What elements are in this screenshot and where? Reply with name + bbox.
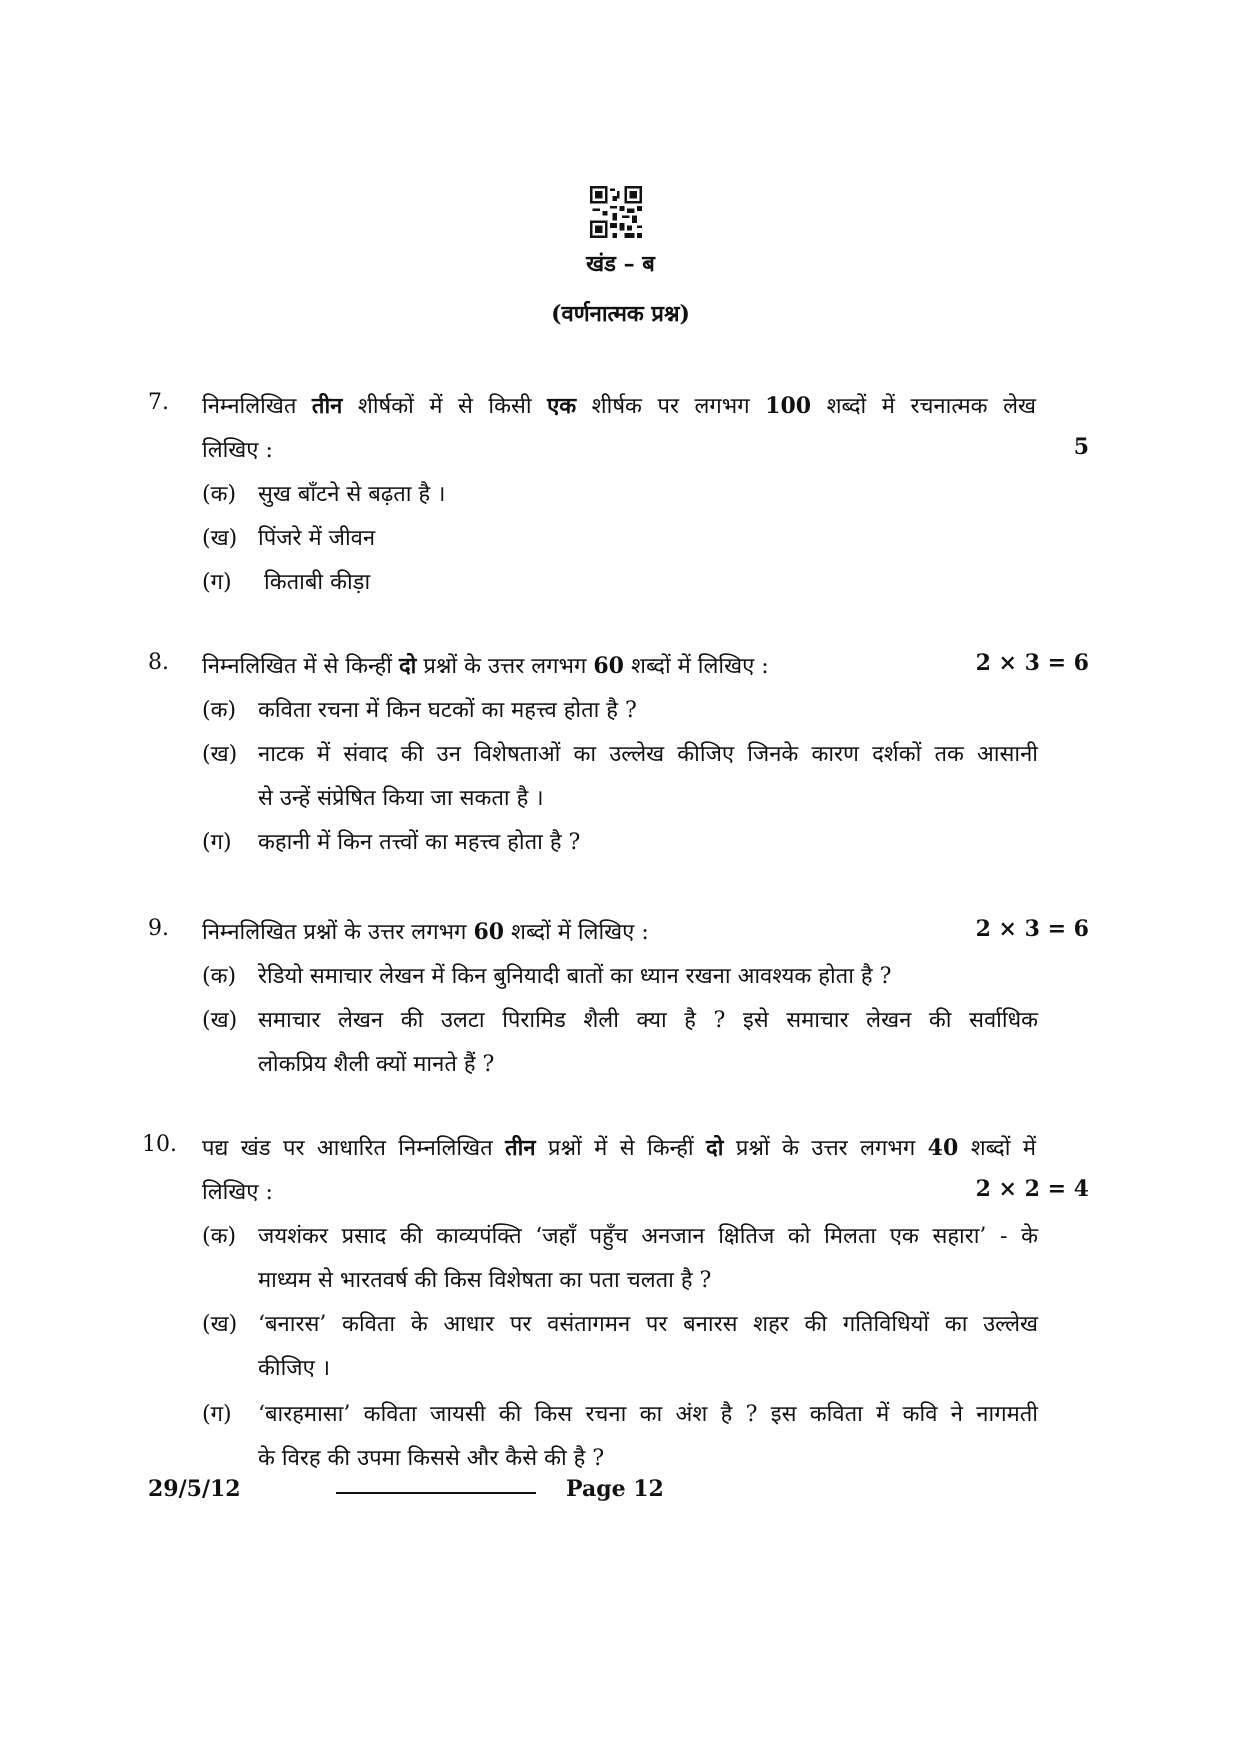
part-label: (ख) xyxy=(202,1312,238,1337)
section-subtitle: (वर्णनात्मक प्रश्न) xyxy=(551,301,690,327)
question-number: 7. xyxy=(148,390,169,415)
paper-code: 29/5/12 xyxy=(148,1476,241,1502)
question-marks: 5 xyxy=(1073,434,1089,460)
part-text: माध्यम से भारतवर्ष की किस विशेषता का पता चलता है ? xyxy=(258,1268,712,1293)
part-label: (ग) xyxy=(202,1402,232,1427)
part-label: (क) xyxy=(202,964,237,989)
part-label: (ख) xyxy=(202,526,238,551)
question-number: 10. xyxy=(142,1132,177,1157)
part-label: (क) xyxy=(202,1224,237,1249)
part-text: से उन्हें संप्रेषित किया जा सकता है । xyxy=(258,786,544,811)
part-label: (ग) xyxy=(202,570,232,595)
question-number: 8. xyxy=(148,650,169,675)
question-text-line: पद्य खंड पर आधारित निम्नलिखित तीन प्रश्नों में से किन्हीं दो प्रश्नों के उत्तर लगभग 40 शब्दों में xyxy=(202,1135,1036,1161)
footer-rule xyxy=(336,1492,536,1494)
qr-code-icon xyxy=(590,186,642,238)
part-text: सुख बाँटने से बढ़ता है । xyxy=(258,482,446,507)
part-text: ‘बनारस’ कविता के आधार पर वसंतागमन पर बनारस शहर की गतिविधियों का उल्लेख xyxy=(258,1312,1038,1337)
question-number: 9. xyxy=(148,916,169,941)
part-label: (क) xyxy=(202,698,237,723)
part-text: कहानी में किन तत्त्वों का महत्त्व होता है ? xyxy=(258,830,581,855)
part-label: (ग) xyxy=(202,830,232,855)
part-text: पिंजरे में जीवन xyxy=(258,526,376,551)
part-text: किताबी कीड़ा xyxy=(264,570,371,595)
page-number: Page 12 xyxy=(566,1476,664,1502)
section-heading: खंड – ब xyxy=(586,251,655,277)
part-text: लोकप्रिय शैली क्यों मानते हैं ? xyxy=(258,1052,495,1077)
part-text: के विरह की उपमा किससे और कैसे की है ? xyxy=(258,1446,605,1471)
part-text: जयशंकर प्रसाद की काव्यपंक्ति ‘जहाँ पहुँच अनजान क्षितिज को मिलता एक सहारा’ - के xyxy=(258,1224,1038,1249)
part-text: रेडियो समाचार लेखन में किन बुनियादी बातों का ध्यान रखना आवश्यक होता है ? xyxy=(258,964,892,989)
part-text: कविता रचना में किन घटकों का महत्त्व होता है ? xyxy=(258,698,637,723)
part-text: समाचार लेखन की उलटा पिरामिड शैली क्या है ? इसे समाचार लेखन की सर्वाधिक xyxy=(258,1008,1038,1033)
question-text-line: लिखिए : xyxy=(202,438,273,463)
part-text: ‘बारहमासा’ कविता जायसी की किस रचना का अंश है ? इस कविता में कवि ने नागमती xyxy=(258,1402,1038,1427)
question-text-line: निम्नलिखित में से किन्हीं दो प्रश्नों के उत्तर लगभग 60 शब्दों में लिखिए : xyxy=(202,653,769,679)
question-text-line: निम्नलिखित तीन शीर्षकों में से किसी एक शीर्षक पर लगभग 100 शब्दों में रचनात्मक लेख xyxy=(202,393,1036,419)
part-text: कीजिए । xyxy=(258,1356,331,1381)
question-marks: 2 × 2 = 4 xyxy=(975,1176,1089,1202)
part-text: नाटक में संवाद की उन विशेषताओं का उल्लेख कीजिए जिनके कारण दर्शकों तक आसानी xyxy=(258,742,1038,767)
question-marks: 2 × 3 = 6 xyxy=(975,650,1089,676)
part-label: (क) xyxy=(202,482,237,507)
part-label: (ख) xyxy=(202,1008,238,1033)
part-label: (ख) xyxy=(202,742,238,767)
question-text-line: निम्नलिखित प्रश्नों के उत्तर लगभग 60 शब्दों में लिखिए : xyxy=(202,919,649,945)
question-marks: 2 × 3 = 6 xyxy=(975,916,1089,942)
question-text-line: लिखिए : xyxy=(202,1180,273,1205)
